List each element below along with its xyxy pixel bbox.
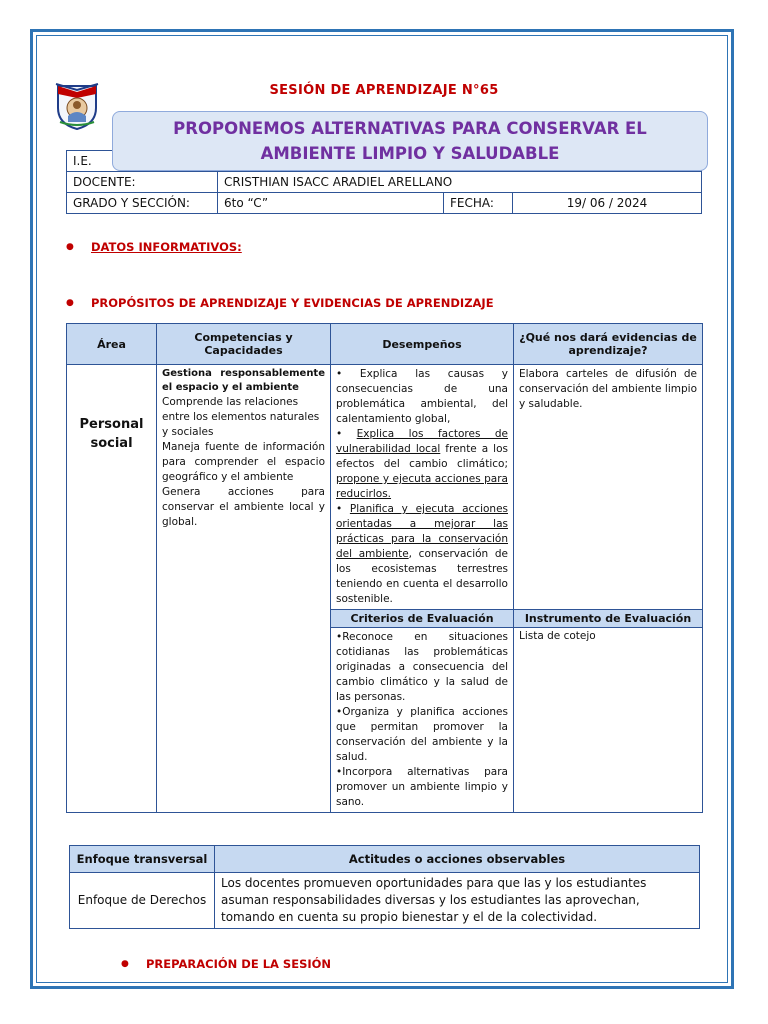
- section-preparacion: [121, 957, 332, 971]
- header-desempenos: Desempeños: [331, 324, 514, 365]
- section-propositos-label: PROPÓSITOS DE APRENDIZAJE Y EVIDENCIAS DE APRENDIZAJE: [91, 296, 494, 310]
- capacidad-item: Genera acciones para conservar el ambiente local y global.: [162, 486, 325, 528]
- purposes-table: [66, 323, 703, 813]
- header-instrumento: Instrumento de Evaluación: [514, 610, 703, 628]
- desempeno-text: , conservación de los ecosistemas terrestres teniendo en cuenta el desarrollo sostenible.: [336, 548, 508, 605]
- grado-label: GRADO Y SECCIÓN:: [67, 193, 218, 214]
- bullet-dot: ●: [66, 298, 74, 308]
- desempeno-underlined: Planifica y ejecuta acciones orientadas a mejorar las prácticas para la conservación del ambiente: [336, 503, 508, 560]
- instrumento-value: Lista de cotejo: [519, 630, 596, 642]
- desempeno-bullet: •: [336, 428, 357, 440]
- area-value: Personal social: [79, 417, 144, 451]
- enfoque-table: [69, 845, 700, 929]
- fecha-value: 19/ 06 / 2024: [513, 193, 702, 214]
- purposes-header-row: [67, 324, 703, 365]
- criterio-item: •Organiza y planifica acciones que permitan promover la conservación del ambiente y la salud.: [336, 706, 508, 763]
- capacidad-item: Maneja fuente de información para comprender el espacio geográfico y el ambiente: [162, 441, 325, 483]
- bullet-dot: ●: [66, 242, 74, 252]
- evidencia-value: Elabora carteles de difusión de conservación del ambiente limpio y saludable.: [519, 368, 697, 410]
- grado-value: 6to “C”: [218, 193, 444, 214]
- main-title-banner: [112, 111, 708, 171]
- docente-label: DOCENTE:: [67, 172, 218, 193]
- desempeno-item: [336, 502, 508, 607]
- desempeno-bullet: •: [336, 503, 350, 515]
- section-datos-label: DATOS INFORMATIVOS:: [91, 240, 242, 254]
- session-title: SESIÓN DE APRENDIZAJE N°65: [269, 83, 499, 98]
- info-row-grado: [67, 193, 702, 214]
- enfoque-value: Enfoque de Derechos: [70, 873, 215, 929]
- info-row-docente: [67, 172, 702, 193]
- desempeno-underlined: Explica los factores de vulnerabilidad local: [336, 428, 508, 455]
- evidencia-cell: [514, 365, 703, 610]
- desempeno-underlined: propone y ejecuta acciones para reducirlos.: [336, 473, 508, 500]
- desempenos-cell: [331, 365, 514, 610]
- bullet-dot: ●: [121, 959, 129, 969]
- header-actitudes: Actitudes o acciones observables: [215, 846, 700, 873]
- criterios-cell: [331, 628, 514, 813]
- section-datos-informativos: [66, 240, 242, 254]
- header-enfoque: Enfoque transversal: [70, 846, 215, 873]
- fecha-label: FECHA:: [444, 193, 513, 214]
- header-evidencias: ¿Qué nos dará evidencias de aprendizaje?: [514, 324, 703, 365]
- enfoque-row: [70, 873, 700, 929]
- section-preparacion-label: PREPARACIÓN DE LA SESIÓN: [146, 957, 332, 971]
- enfoque-header-row: [70, 846, 700, 873]
- ie-label: I.E.: [67, 151, 218, 172]
- header-criterios: Criterios de Evaluación: [331, 610, 514, 628]
- competencia-title: Gestiona responsablemente el espacio y el ambiente: [162, 368, 325, 393]
- docente-value: CRISTHIAN ISACC ARADIEL ARELLANO: [218, 172, 702, 193]
- criterio-item: •Reconoce en situaciones cotidianas las problemáticas originadas a consecuencia del cambio climático y la salud de las personas.: [336, 631, 508, 703]
- desempeno-item: [336, 427, 508, 502]
- purposes-row: [67, 365, 703, 610]
- actitudes-value: Los docentes promueven oportunidades para que las y los estudiantes asuman responsabilidades diversas y los estudiantes las aprovechan, tomando en cuenta su propio bienestar y el de la colectividad.: [215, 873, 700, 929]
- capacidades-list: [162, 395, 325, 530]
- area-cell: [67, 365, 157, 813]
- instrumento-cell: [514, 628, 703, 813]
- capacidad-item: Comprende las relaciones entre los elementos naturales y sociales: [162, 396, 320, 438]
- main-title: PROPONEMOS ALTERNATIVAS PARA CONSERVAR EL AMBIENTE LIMPIO Y SALUDABLE: [173, 119, 647, 163]
- desempeno-text: frente a los efectos del cambio climático;: [336, 443, 508, 470]
- header-competencias: Competencias y Capacidades: [157, 324, 331, 365]
- desempeno-item: • Explica las causas y consecuencias de una problemática ambiental, del calentamiento global,: [336, 368, 508, 425]
- criterio-item: •Incorpora alternativas para promover un ambiente limpio y sano.: [336, 766, 508, 808]
- competencias-cell: [157, 365, 331, 813]
- section-propositos: [66, 296, 494, 310]
- header-area: Área: [67, 324, 157, 365]
